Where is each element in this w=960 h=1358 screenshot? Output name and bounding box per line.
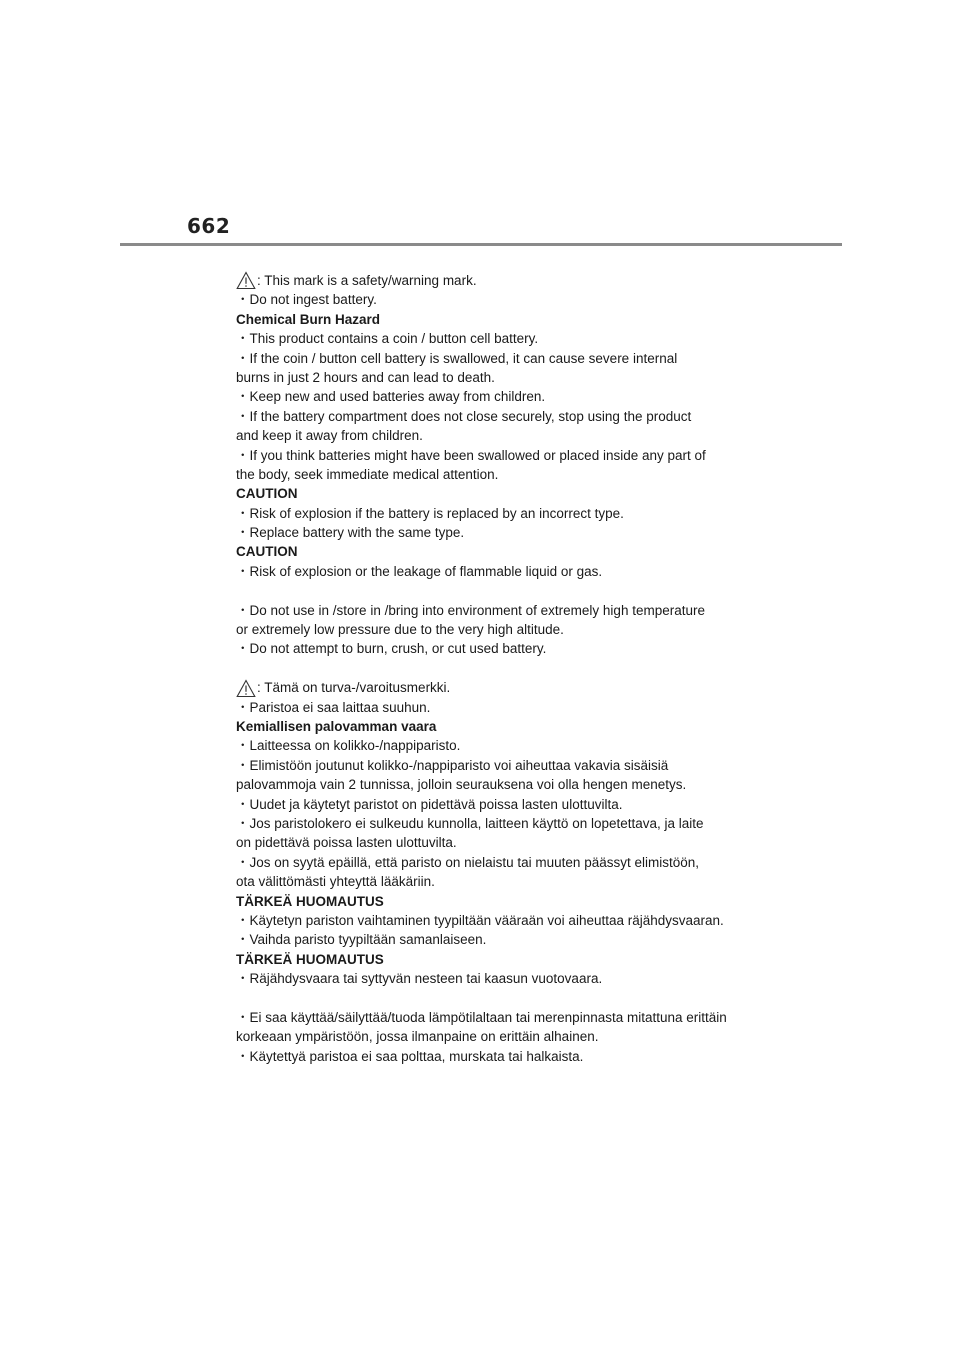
text-line-fi: ・Uudet ja käytetyt paristot on pidettävä poissa lasten ulottuvilta. [236, 796, 623, 812]
heading-tarkea-huomautus: TÄRKEÄ HUOMAUTUS [236, 893, 384, 909]
text-line-en: ・Do not use in /store in /bring into environment of extremely high temperature [236, 602, 705, 618]
warning-mark-line-fi [236, 678, 756, 697]
text-line-en: ・If you think batteries might have been swallowed or placed inside any part of [236, 447, 706, 463]
section-spacer [236, 659, 756, 678]
warning-triangle-icon [236, 679, 256, 698]
text-line-fi: ・Paristoa ei saa laittaa suuhun. [236, 699, 431, 715]
text-line-en: ・Do not ingest battery. [236, 292, 377, 308]
heading-kemiallisen-palovamman-vaara: Kemiallisen palovamman vaara [236, 718, 437, 734]
text-line-en: ・Risk of explosion if the battery is replaced by an incorrect type. [236, 505, 624, 521]
heading-tarkea-huomautus: TÄRKEÄ HUOMAUTUS [236, 951, 384, 967]
warning-mark-line-en [236, 271, 756, 290]
header-divider [120, 243, 842, 246]
text-line-fi: ・Jos paristolokero ei sulkeudu kunnolla, laitteen käyttö on lopetettava, ja laite [236, 815, 704, 831]
text-line-en: ・Keep new and used batteries away from children. [236, 389, 546, 405]
text-line-en: ・If the battery compartment does not close securely, stop using the product [236, 408, 692, 424]
text-line-fi: ・Käytettyä paristoa ei saa polttaa, murskata tai halkaista. [236, 1048, 584, 1064]
warning-mark-text-fi: : Tämä on turva-/varoitusmerkki. [257, 680, 451, 696]
text-line-en: ・If the coin / button cell battery is swallowed, it can cause severe internal [236, 350, 678, 366]
text-line-en: ・Risk of explosion or the leakage of flammable liquid or gas. [236, 563, 603, 579]
text-line-en: ・This product contains a coin / button cell battery. [236, 331, 539, 347]
text-line-fi: ・Elimistöön joutunut kolikko-/nappiparisto voi aiheuttaa vakavia sisäisiä [236, 757, 669, 773]
text-line-en: and keep it away from children. [236, 428, 423, 444]
text-line-fi: ・Räjähdysvaara tai syttyvän nesteen tai kaasun vuotovaara. [236, 971, 603, 987]
text-line-en: the body, seek immediate medical attention. [236, 466, 499, 482]
text-line-fi: palovammoja vain 2 tunnissa, jolloin seurauksena voi olla hengen menetys. [236, 777, 687, 793]
text-line-fi: ・Laitteessa on kolikko-/nappiparisto. [236, 738, 461, 754]
battery-warning-content [236, 271, 756, 1066]
text-line-en: ・Replace battery with the same type. [236, 525, 465, 541]
page-number: 662 [187, 214, 231, 238]
heading-chemical-burn-hazard: Chemical Burn Hazard [236, 311, 381, 327]
blank-line-en [236, 581, 756, 600]
blank-line-fi [236, 988, 756, 1007]
heading-caution: CAUTION [236, 486, 298, 502]
warning-triangle-icon [236, 271, 256, 290]
text-line-en: ・Do not attempt to burn, crush, or cut used battery. [236, 641, 547, 657]
text-line-fi: ・Vaihda paristo tyypiltään samanlaiseen. [236, 932, 487, 948]
text-line-fi: korkeaan ympäristöön, jossa ilmanpaine on erittäin alhainen. [236, 1029, 599, 1045]
warning-mark-text-en: : This mark is a safety/warning mark. [257, 272, 477, 288]
text-line-fi: ota välittömästi yhteyttä lääkäriin. [236, 874, 435, 890]
text-line-fi: on pidettävä poissa lasten ulottuvilta. [236, 835, 457, 851]
heading-caution: CAUTION [236, 544, 298, 560]
text-line-en: burns in just 2 hours and can lead to death. [236, 369, 495, 385]
text-line-fi: ・Käytetyn pariston vaihtaminen tyypiltään vääraän voi aiheuttaa räjähdysvaaran. [236, 912, 724, 928]
text-line-fi: ・Ei saa käyttää/säilyttää/tuoda lämpötilaltaan tai merenpinnasta mitattuna erittäin [236, 1009, 727, 1025]
text-line-en: or extremely low pressure due to the very high altitude. [236, 622, 564, 638]
text-line-fi: ・Jos on syytä epäillä, että paristo on nielaistu tai muuten päässyt elimistöön, [236, 854, 699, 870]
